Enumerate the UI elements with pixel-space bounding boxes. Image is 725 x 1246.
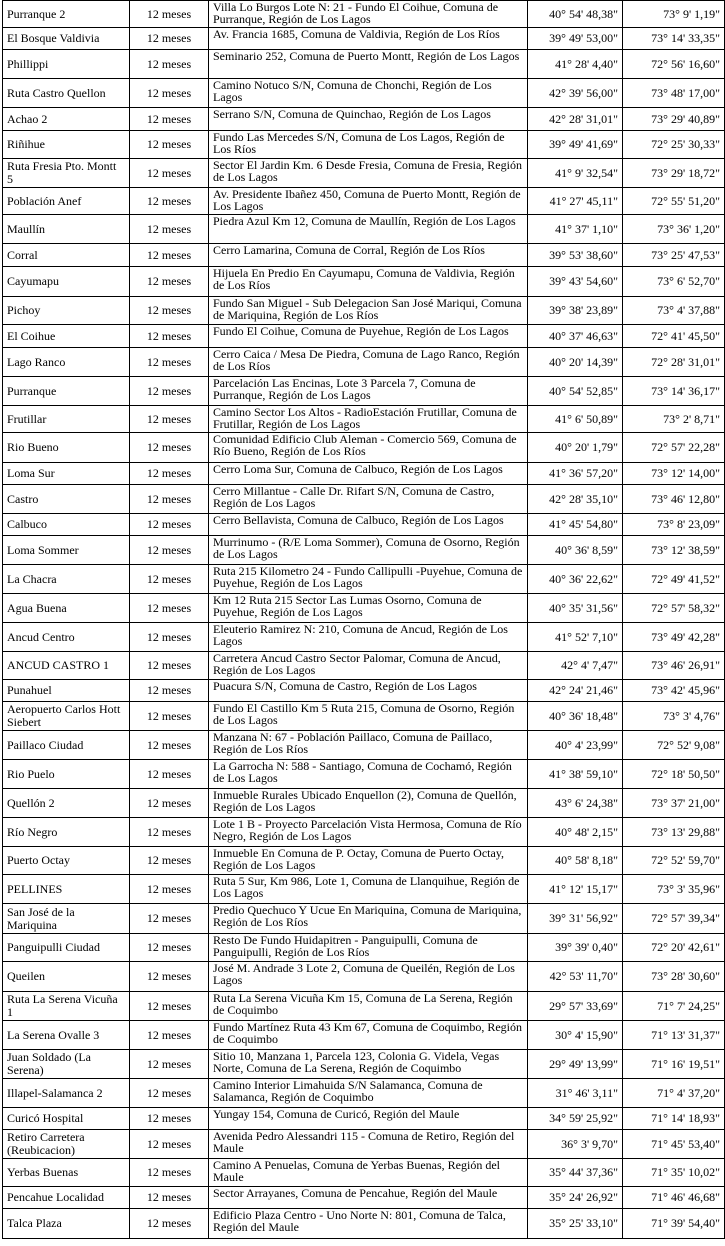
address-cell: Sitio 10, Manzana 1, Parcela 123, Colonia G. Videla, Vegas Norte, Comuna de La Serena, Región de Coquimbo xyxy=(209,1050,528,1079)
latitude-cell: 41° 27' 45,11" xyxy=(528,188,623,215)
table-row xyxy=(3,875,725,904)
longitude-cell: 71° 45' 53,40" xyxy=(623,1130,725,1159)
term-cell: 12 meses xyxy=(130,1130,209,1159)
latitude-cell: 41° 6' 50,89" xyxy=(528,406,623,433)
term-cell: 12 meses xyxy=(130,28,209,50)
site-name-cell: Purranque xyxy=(3,377,130,406)
latitude-cell: 31° 46' 3,11" xyxy=(528,1079,623,1108)
term-cell: 12 meses xyxy=(130,992,209,1021)
longitude-cell: 73° 46' 12,80" xyxy=(623,485,725,514)
sites-table-body xyxy=(3,1,725,1239)
longitude-cell: 71° 7' 24,25" xyxy=(623,992,725,1021)
term-cell: 12 meses xyxy=(130,377,209,406)
term-cell: 12 meses xyxy=(130,188,209,215)
latitude-cell: 36° 3' 9,70" xyxy=(528,1130,623,1159)
address-cell: Fundo El Castillo Km 5 Ruta 215, Comuna de Osorno, Región de Los Lagos xyxy=(209,702,528,731)
term-cell: 12 meses xyxy=(130,297,209,325)
address-cell: Cerro Lamarina, Comuna de Corral, Región de Los Ríos xyxy=(209,244,528,267)
longitude-cell: 73° 2' 8,71" xyxy=(623,406,725,433)
term-cell: 12 meses xyxy=(130,159,209,188)
site-name-cell: Ruta La Serena Vicuña 1 xyxy=(3,992,130,1021)
address-cell: Lote 1 B - Proyecto Parcelación Vista Hermosa, Comuna de Río Negro, Región de Los Lagos xyxy=(209,818,528,847)
address-cell: Sector Arrayanes, Comuna de Pencahue, Región del Maule xyxy=(209,1187,528,1209)
longitude-cell: 73° 9' 1,19" xyxy=(623,1,725,28)
longitude-cell: 71° 4' 37,20" xyxy=(623,1079,725,1108)
longitude-cell: 73° 13' 29,88" xyxy=(623,818,725,847)
latitude-cell: 41° 9' 32,54" xyxy=(528,159,623,188)
longitude-cell: 72° 57' 39,34" xyxy=(623,904,725,934)
latitude-cell: 42° 4' 7,47" xyxy=(528,652,623,680)
table-row xyxy=(3,1,725,28)
address-cell: Yungay 154, Comuna de Curicó, Región del Maule xyxy=(209,1108,528,1130)
longitude-cell: 72° 20' 42,61" xyxy=(623,934,725,962)
longitude-cell: 73° 12' 38,59" xyxy=(623,536,725,565)
table-row xyxy=(3,789,725,818)
site-name-cell: Paillaco Ciudad xyxy=(3,731,130,760)
term-cell: 12 meses xyxy=(130,485,209,514)
table-row xyxy=(3,536,725,565)
table-row xyxy=(3,1159,725,1187)
site-name-cell: Población Anef xyxy=(3,188,130,215)
term-cell: 12 meses xyxy=(130,623,209,652)
term-cell: 12 meses xyxy=(130,847,209,875)
latitude-cell: 41° 12' 15,17" xyxy=(528,875,623,904)
site-name-cell: Castro xyxy=(3,485,130,514)
address-cell: Ruta La Serena Vicuña Km 15, Comuna de La Serena, Región de Coquimbo xyxy=(209,992,528,1021)
term-cell: 12 meses xyxy=(130,731,209,760)
site-name-cell: El Bosque Valdivia xyxy=(3,28,130,50)
table-row xyxy=(3,1050,725,1079)
table-row xyxy=(3,1108,725,1130)
address-cell: Puacura S/N, Comuna de Castro, Región de Los Lagos xyxy=(209,680,528,702)
latitude-cell: 40° 58' 8,18" xyxy=(528,847,623,875)
table-row xyxy=(3,1209,725,1239)
address-cell: Comunidad Edificio Club Aleman - Comercio 569, Comuna de Río Bueno, Región de Los Ríos xyxy=(209,433,528,463)
address-cell: Cerro Millantue - Calle Dr. Rifart S/N, Comuna de Castro, Región de Los Lagos xyxy=(209,485,528,514)
site-name-cell: Pencahue Localidad xyxy=(3,1187,130,1209)
latitude-cell: 39° 43' 54,60" xyxy=(528,267,623,297)
term-cell: 12 meses xyxy=(130,1079,209,1108)
site-name-cell: Yerbas Buenas xyxy=(3,1159,130,1187)
table-row xyxy=(3,463,725,485)
term-cell: 12 meses xyxy=(130,348,209,377)
latitude-cell: 40° 54' 52,85" xyxy=(528,377,623,406)
longitude-cell: 71° 13' 31,37" xyxy=(623,1021,725,1050)
latitude-cell: 41° 28' 4,40" xyxy=(528,50,623,79)
sites-table-page xyxy=(2,0,720,1239)
term-cell: 12 meses xyxy=(130,131,209,159)
longitude-cell: 72° 41' 45,50" xyxy=(623,325,725,348)
term-cell: 12 meses xyxy=(130,1108,209,1130)
table-row xyxy=(3,623,725,652)
table-row xyxy=(3,962,725,992)
term-cell: 12 meses xyxy=(130,1050,209,1079)
longitude-cell: 73° 46' 26,91" xyxy=(623,652,725,680)
address-cell: Predio Quechuco Y Ucue En Mariquina, Comuna de Mariquina, Región de Los Ríos xyxy=(209,904,528,934)
longitude-cell: 71° 39' 54,40" xyxy=(623,1209,725,1239)
longitude-cell: 72° 25' 30,33" xyxy=(623,131,725,159)
site-name-cell: Lago Ranco xyxy=(3,348,130,377)
table-row xyxy=(3,244,725,267)
address-cell: Inmueble En Comuna de P. Octay, Comuna de Puerto Octay, Región de Los Lagos xyxy=(209,847,528,875)
address-cell: Cerro Bellavista, Comuna de Calbuco, Región de Los Lagos xyxy=(209,514,528,536)
latitude-cell: 34° 59' 25,92" xyxy=(528,1108,623,1130)
address-cell: Ruta 5 Sur, Km 986, Lote 1, Comuna de Llanquihue, Región de Los Lagos xyxy=(209,875,528,904)
latitude-cell: 39° 39' 0,40" xyxy=(528,934,623,962)
address-cell: Fundo Martínez Ruta 43 Km 67, Comuna de Coquimbo, Región de Coquimbo xyxy=(209,1021,528,1050)
table-row xyxy=(3,702,725,731)
term-cell: 12 meses xyxy=(130,594,209,623)
latitude-cell: 35° 24' 26,92" xyxy=(528,1187,623,1209)
site-name-cell: Panguipulli Ciudad xyxy=(3,934,130,962)
term-cell: 12 meses xyxy=(130,50,209,79)
table-row xyxy=(3,514,725,536)
site-name-cell: Purranque 2 xyxy=(3,1,130,28)
latitude-cell: 42° 28' 31,01" xyxy=(528,108,623,131)
latitude-cell: 40° 20' 1,79" xyxy=(528,433,623,463)
table-row xyxy=(3,818,725,847)
table-row xyxy=(3,131,725,159)
address-cell: Fundo San Miguel - Sub Delegacion San José Mariqui, Comuna de Mariquina, Región de Los Ríos xyxy=(209,297,528,325)
longitude-cell: 72° 49' 41,52" xyxy=(623,565,725,594)
site-name-cell: Rio Puelo xyxy=(3,760,130,789)
sites-table xyxy=(2,0,725,1239)
table-row xyxy=(3,377,725,406)
address-cell: Camino Notuco S/N, Comuna de Chonchi, Región de Los Lagos xyxy=(209,79,528,108)
latitude-cell: 40° 35' 31,56" xyxy=(528,594,623,623)
longitude-cell: 72° 55' 51,20" xyxy=(623,188,725,215)
term-cell: 12 meses xyxy=(130,1,209,28)
site-name-cell: La Chacra xyxy=(3,565,130,594)
address-cell: Camino Sector Los Altos - RadioEstación Frutillar, Comuna de Frutillar, Región de Los Lagos xyxy=(209,406,528,433)
term-cell: 12 meses xyxy=(130,680,209,702)
term-cell: 12 meses xyxy=(130,108,209,131)
table-row xyxy=(3,1021,725,1050)
table-row xyxy=(3,731,725,760)
address-cell: Resto De Fundo Huidapitren - Panguipulli, Comuna de Panguipulli, Región de Los Ríos xyxy=(209,934,528,962)
latitude-cell: 39° 53' 38,60" xyxy=(528,244,623,267)
table-row xyxy=(3,267,725,297)
address-cell: Fundo El Coihue, Comuna de Puyehue, Región de Los Lagos xyxy=(209,325,528,348)
table-row xyxy=(3,79,725,108)
address-cell: Eleuterio Ramirez N: 210, Comuna de Ancud, Región de Los Lagos xyxy=(209,623,528,652)
longitude-cell: 73° 36' 1,20" xyxy=(623,215,725,244)
address-cell: Parcelación Las Encinas, Lote 3 Parcela 7, Comuna de Purranque, Región de Los Lagos xyxy=(209,377,528,406)
latitude-cell: 40° 4' 23,99" xyxy=(528,731,623,760)
table-row xyxy=(3,348,725,377)
address-cell: Av. Presidente Ibañez 450, Comuna de Puerto Montt, Región de Los Lagos xyxy=(209,188,528,215)
site-name-cell: Phillippi xyxy=(3,50,130,79)
table-row xyxy=(3,904,725,934)
longitude-cell: 72° 18' 50,50" xyxy=(623,760,725,789)
longitude-cell: 72° 52' 59,70" xyxy=(623,847,725,875)
latitude-cell: 41° 52' 7,10" xyxy=(528,623,623,652)
site-name-cell: Rio Bueno xyxy=(3,433,130,463)
table-row xyxy=(3,50,725,79)
address-cell: Murrinumo - (R/E Loma Sommer), Comuna de Osorno, Región de Los Lagos xyxy=(209,536,528,565)
site-name-cell: El Coihue xyxy=(3,325,130,348)
site-name-cell: Illapel-Salamanca 2 xyxy=(3,1079,130,1108)
term-cell: 12 meses xyxy=(130,1209,209,1239)
site-name-cell: Cayumapu xyxy=(3,267,130,297)
table-row xyxy=(3,934,725,962)
table-row xyxy=(3,847,725,875)
longitude-cell: 73° 25' 47,53" xyxy=(623,244,725,267)
latitude-cell: 35° 44' 37,36" xyxy=(528,1159,623,1187)
table-row xyxy=(3,680,725,702)
address-cell: Villa Lo Burgos Lote N: 21 - Fundo El Coihue, Comuna de Purranque, Región de Los Lagos xyxy=(209,1,528,28)
address-cell: Inmueble Rurales Ubicado Enquellon (2), Comuna de Quellón, Región de Los Lagos xyxy=(209,789,528,818)
table-row xyxy=(3,760,725,789)
table-row xyxy=(3,992,725,1021)
term-cell: 12 meses xyxy=(130,325,209,348)
term-cell: 12 meses xyxy=(130,760,209,789)
longitude-cell: 73° 4' 37,88" xyxy=(623,297,725,325)
term-cell: 12 meses xyxy=(130,904,209,934)
term-cell: 12 meses xyxy=(130,652,209,680)
table-row xyxy=(3,433,725,463)
latitude-cell: 43° 6' 24,38" xyxy=(528,789,623,818)
site-name-cell: Quellón 2 xyxy=(3,789,130,818)
latitude-cell: 29° 57' 33,69" xyxy=(528,992,623,1021)
table-row xyxy=(3,159,725,188)
term-cell: 12 meses xyxy=(130,1187,209,1209)
address-cell: Manzana N: 67 - Población Paillaco, Comuna de Paillaco, Región de Los Ríos xyxy=(209,731,528,760)
term-cell: 12 meses xyxy=(130,514,209,536)
latitude-cell: 39° 49' 41,69" xyxy=(528,131,623,159)
site-name-cell: Maullín xyxy=(3,215,130,244)
longitude-cell: 73° 28' 30,60" xyxy=(623,962,725,992)
term-cell: 12 meses xyxy=(130,789,209,818)
site-name-cell: Talca Plaza xyxy=(3,1209,130,1239)
table-row xyxy=(3,108,725,131)
site-name-cell: Puerto Octay xyxy=(3,847,130,875)
term-cell: 12 meses xyxy=(130,215,209,244)
table-row xyxy=(3,406,725,433)
latitude-cell: 39° 38' 23,89" xyxy=(528,297,623,325)
site-name-cell: Retiro Carretera (Reubicacion) xyxy=(3,1130,130,1159)
address-cell: Serrano S/N, Comuna de Quinchao, Región de Los Lagos xyxy=(209,108,528,131)
term-cell: 12 meses xyxy=(130,463,209,485)
latitude-cell: 41° 38' 59,10" xyxy=(528,760,623,789)
longitude-cell: 73° 6' 52,70" xyxy=(623,267,725,297)
term-cell: 12 meses xyxy=(130,702,209,731)
longitude-cell: 73° 8' 23,09" xyxy=(623,514,725,536)
latitude-cell: 40° 36' 8,59" xyxy=(528,536,623,565)
table-row xyxy=(3,1079,725,1108)
latitude-cell: 40° 37' 46,63" xyxy=(528,325,623,348)
site-name-cell: Punahuel xyxy=(3,680,130,702)
term-cell: 12 meses xyxy=(130,934,209,962)
latitude-cell: 40° 20' 14,39" xyxy=(528,348,623,377)
longitude-cell: 73° 3' 4,76" xyxy=(623,702,725,731)
site-name-cell: Loma Sommer xyxy=(3,536,130,565)
site-name-cell: ANCUD CASTRO 1 xyxy=(3,652,130,680)
site-name-cell: Frutillar xyxy=(3,406,130,433)
site-name-cell: PELLINES xyxy=(3,875,130,904)
latitude-cell: 42° 24' 21,46" xyxy=(528,680,623,702)
table-row xyxy=(3,652,725,680)
address-cell: Seminario 252, Comuna de Puerto Montt, Región de Los Lagos xyxy=(209,50,528,79)
term-cell: 12 meses xyxy=(130,875,209,904)
site-name-cell: Agua Buena xyxy=(3,594,130,623)
latitude-cell: 42° 28' 35,10" xyxy=(528,485,623,514)
longitude-cell: 73° 12' 14,00" xyxy=(623,463,725,485)
latitude-cell: 40° 36' 22,62" xyxy=(528,565,623,594)
longitude-cell: 71° 14' 18,93" xyxy=(623,1108,725,1130)
longitude-cell: 71° 35' 10,02" xyxy=(623,1159,725,1187)
address-cell: Km 12 Ruta 215 Sector Las Lumas Osorno, Comuna de Puyehue, Región de Los Lagos xyxy=(209,594,528,623)
table-row xyxy=(3,215,725,244)
longitude-cell: 72° 56' 16,60" xyxy=(623,50,725,79)
address-cell: Camino Interior Limahuida S/N Salamanca, Comuna de Salamanca, Región de Coquimbo xyxy=(209,1079,528,1108)
site-name-cell: Curicó Hospital xyxy=(3,1108,130,1130)
latitude-cell: 35° 25' 33,10" xyxy=(528,1209,623,1239)
term-cell: 12 meses xyxy=(130,79,209,108)
address-cell: José M. Andrade 3 Lote 2, Comuna de Queilén, Región de Los Lagos xyxy=(209,962,528,992)
longitude-cell: 71° 46' 46,68" xyxy=(623,1187,725,1209)
address-cell: Fundo Las Mercedes S/N, Comuna de Los Lagos, Región de Los Ríos xyxy=(209,131,528,159)
latitude-cell: 29° 49' 13,99" xyxy=(528,1050,623,1079)
term-cell: 12 meses xyxy=(130,1159,209,1187)
table-row xyxy=(3,565,725,594)
longitude-cell: 72° 52' 9,08" xyxy=(623,731,725,760)
longitude-cell: 73° 14' 33,35" xyxy=(623,28,725,50)
longitude-cell: 73° 14' 36,17" xyxy=(623,377,725,406)
site-name-cell: La Serena Ovalle 3 xyxy=(3,1021,130,1050)
address-cell: Ruta 215 Kilometro 24 - Fundo Callipulli -Puyehue, Comuna de Puyehue, Región de Los Lagos xyxy=(209,565,528,594)
longitude-cell: 73° 3' 35,96" xyxy=(623,875,725,904)
site-name-cell: Queilen xyxy=(3,962,130,992)
latitude-cell: 39° 49' 53,00" xyxy=(528,28,623,50)
longitude-cell: 73° 29' 18,72" xyxy=(623,159,725,188)
term-cell: 12 meses xyxy=(130,244,209,267)
term-cell: 12 meses xyxy=(130,536,209,565)
longitude-cell: 71° 16' 19,51" xyxy=(623,1050,725,1079)
site-name-cell: Juan Soldado (La Serena) xyxy=(3,1050,130,1079)
site-name-cell: Achao 2 xyxy=(3,108,130,131)
address-cell: La Garrocha N: 588 - Santiago, Comuna de Cochamó, Región de Los Lagos xyxy=(209,760,528,789)
longitude-cell: 73° 37' 21,00" xyxy=(623,789,725,818)
address-cell: Sector El Jardin Km. 6 Desde Fresia, Comuna de Fresia, Región de Los Lagos xyxy=(209,159,528,188)
term-cell: 12 meses xyxy=(130,267,209,297)
site-name-cell: San José de la Mariquina xyxy=(3,904,130,934)
term-cell: 12 meses xyxy=(130,406,209,433)
term-cell: 12 meses xyxy=(130,1021,209,1050)
latitude-cell: 40° 36' 18,48" xyxy=(528,702,623,731)
longitude-cell: 72° 57' 22,28" xyxy=(623,433,725,463)
term-cell: 12 meses xyxy=(130,433,209,463)
longitude-cell: 73° 42' 45,96" xyxy=(623,680,725,702)
address-cell: Hijuela En Predio En Cayumapu, Comuna de Valdivia, Región de Los Ríos xyxy=(209,267,528,297)
address-cell: Carretera Ancud Castro Sector Palomar, Comuna de Ancud, Región de Los Lagos xyxy=(209,652,528,680)
site-name-cell: Pichoy xyxy=(3,297,130,325)
site-name-cell: Calbuco xyxy=(3,514,130,536)
table-row xyxy=(3,1187,725,1209)
longitude-cell: 73° 49' 42,28" xyxy=(623,623,725,652)
term-cell: 12 meses xyxy=(130,962,209,992)
site-name-cell: Ancud Centro xyxy=(3,623,130,652)
table-row xyxy=(3,485,725,514)
latitude-cell: 41° 37' 1,10" xyxy=(528,215,623,244)
site-name-cell: Loma Sur xyxy=(3,463,130,485)
latitude-cell: 42° 39' 56,00" xyxy=(528,79,623,108)
address-cell: Edificio Plaza Centro - Uno Norte N: 801, Comuna de Talca, Región del Maule xyxy=(209,1209,528,1239)
address-cell: Av. Francia 1685, Comuna de Valdivia, Región de Los Ríos xyxy=(209,28,528,50)
latitude-cell: 39° 31' 56,92" xyxy=(528,904,623,934)
address-cell: Cerro Loma Sur, Comuna de Calbuco, Región de Los Lagos xyxy=(209,463,528,485)
site-name-cell: Ruta Castro Quellon xyxy=(3,79,130,108)
site-name-cell: Riñihue xyxy=(3,131,130,159)
longitude-cell: 73° 48' 17,00" xyxy=(623,79,725,108)
address-cell: Camino A Penuelas, Comuna de Yerbas Buenas, Región del Maule xyxy=(209,1159,528,1187)
latitude-cell: 40° 48' 2,15" xyxy=(528,818,623,847)
table-row xyxy=(3,188,725,215)
table-row xyxy=(3,1130,725,1159)
longitude-cell: 72° 57' 58,32" xyxy=(623,594,725,623)
site-name-cell: Ruta Fresia Pto. Montt 5 xyxy=(3,159,130,188)
longitude-cell: 73° 29' 40,89" xyxy=(623,108,725,131)
latitude-cell: 40° 54' 48,38" xyxy=(528,1,623,28)
term-cell: 12 meses xyxy=(130,818,209,847)
site-name-cell: Corral xyxy=(3,244,130,267)
latitude-cell: 41° 45' 54,80" xyxy=(528,514,623,536)
table-row xyxy=(3,325,725,348)
table-row xyxy=(3,297,725,325)
latitude-cell: 42° 53' 11,70" xyxy=(528,962,623,992)
term-cell: 12 meses xyxy=(130,565,209,594)
table-row xyxy=(3,594,725,623)
address-cell: Piedra Azul Km 12, Comuna de Maullín, Región de Los Lagos xyxy=(209,215,528,244)
longitude-cell: 72° 28' 31,01" xyxy=(623,348,725,377)
site-name-cell: Río Negro xyxy=(3,818,130,847)
table-row xyxy=(3,28,725,50)
site-name-cell: Aeropuerto Carlos Hott Siebert xyxy=(3,702,130,731)
address-cell: Cerro Caica / Mesa De Piedra, Comuna de Lago Ranco, Región de Los Ríos xyxy=(209,348,528,377)
address-cell: Avenida Pedro Alessandri 115 - Comuna de Retiro, Región del Maule xyxy=(209,1130,528,1159)
latitude-cell: 30° 4' 15,90" xyxy=(528,1021,623,1050)
latitude-cell: 41° 36' 57,20" xyxy=(528,463,623,485)
